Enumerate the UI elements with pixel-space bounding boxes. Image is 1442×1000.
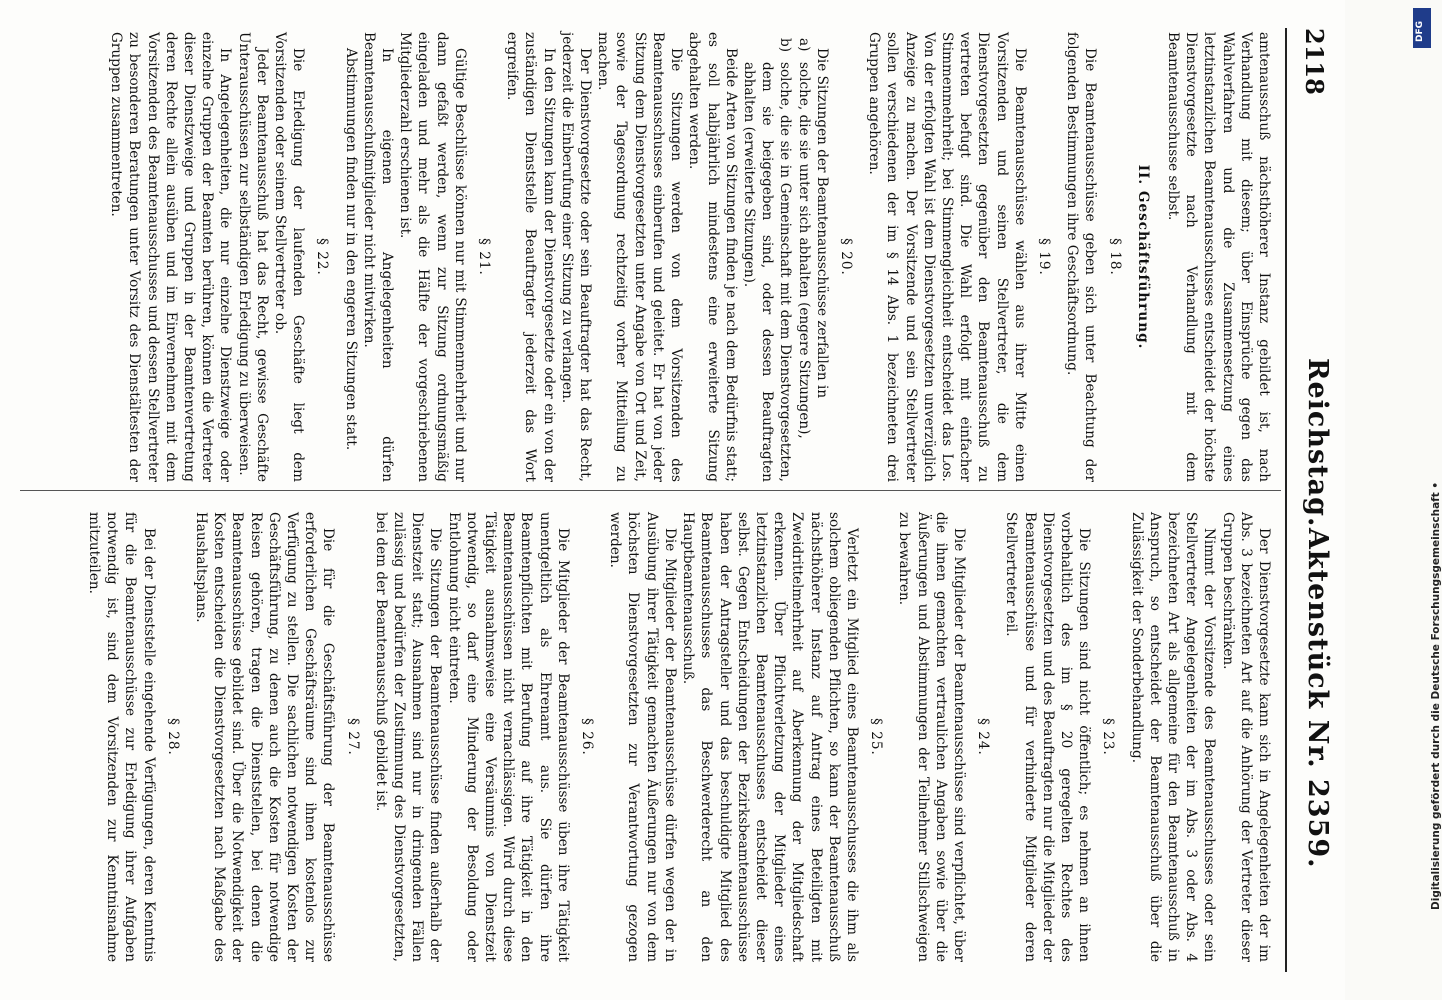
right-text-column	[18, 512, 1273, 962]
list-item	[794, 32, 812, 482]
document-number: Aktenstück Nr. 2359.	[1302, 528, 1333, 869]
paragraph: Verletzt ein Mitglied eines Beamtenausschusses die ihm als solchem obliegenden Pflichten, so kann der Beamtenausschuß nächsthöherer Instanz auf Antrag eines Beteiligten mit Zweidrittelmehrheit auf Aberkennung der Mitgliedschaft erkennen. Über Pflichtverletzung der Mitglieder eines letztinstanzlichen Beamtenausschusses entscheidet dieser selbst. Gegen Entscheidungen der Bezirksbeamtenausschüsse haben der Antragsteller und das beschuldigte Mitglied des Beamtenausschusses das Beschwerderecht an den Hauptbeamtenausschuß.	[680, 512, 860, 962]
paragraph: Die Sitzungen der Beamtenausschüsse finden außerhalb der Dienstzeit statt; Ausnahmen sind nur in dringenden Fällen zulässig und bedürfen der Zustimmung des Dienstvorgesetzten, bei dem der Beamtenausschuß gebildet ist.	[372, 512, 444, 962]
section-heading: § 20.	[837, 238, 854, 276]
paragraph: Die Erledigung der laufenden Geschäfte liegt dem Vorsitzenden oder seinem Stellvertreter ob.	[272, 32, 307, 482]
paragraph: Die Beamtenausschüsse wählen aus ihrer Mitte einen Vorsitzenden und seinen Stellvertreter, die dem Dienstvorgesetzten gegenüber den Beamtenausschuß zu vertreten befugt sind. Die Wahl erfolgt mit einfacher Stimmenmehrheit; bei Stimmengleichheit entscheidet das Los. Von der erfolgten Wahl ist dem Dienstvorgesetzten unverzüglich Anzeige zu machen. Der Vorsitzende und sein Stellvertreter sollen verschiedenen der im § 14 Abs. 1 bezeichneten drei Gruppen angehören.	[866, 32, 1028, 482]
paragraph: In Angelegenheiten, die nur einzelne Dienstzweige oder einzelne Gruppen der Beamten berühren, können die Vertreter dieser Dienstzweige und Gruppen in der Beamtenvertretung deren Rechte allein ausüben und im Einvernehmen mit dem Vorsitzenden des Beamtenausschusses und dessen Stellvertreter zu besonderen Beratungen unter Vorsitz des Dienstältesten der Gruppen zusammentreten.	[108, 32, 234, 482]
paragraph: Die Sitzungen werden von dem Vorsitzenden des Beamtenausschusses einberufen und geleitet. Er hat von jeder Sitzung dem Dienstvorgesetzten unter Angabe von Ort und Zeit, sowie der Tagesordnung rechtzeitig vorher Mitteilung zu machen.	[595, 32, 685, 482]
paragraph: Die Sitzungen sind nicht öffentlich; es nehmen an ihnen vorbehaltlich des im § 20 geregelten Rechtes des Dienstvorgesetzten und des Beauftragten nur die Mitglieder der Beamtenausschüsse und für verhinderte Mitglieder deren Stellvertreter teil.	[1003, 512, 1093, 962]
header-rule	[1285, 28, 1287, 972]
paragraph: In den Sitzungen kann der Dienstvorgesetzte oder ein von der zuständigen Dienststelle Beauftragter jederzeit das Wort ergreifen.	[504, 32, 557, 482]
dfg-logo: DFG	[1413, 8, 1431, 48]
paragraph: Der Dienstvorgesetzte oder sein Beauftragter hat das Recht, jederzeit die Einberufung einer Sitzung zu verlangen.	[558, 32, 594, 482]
paragraph: Die Sitzungen der Beamtenausschüsse zerfallen in	[813, 48, 830, 399]
section-heading: § 25.	[868, 718, 885, 756]
list-item	[740, 32, 795, 482]
list-item-text: solche, die sie in Gemeinschaft mit dem Dienstvorgesetzten, dem sie beigegeben sind, oder dessen Beauftragten abhalten (erweiterte Sitzungen).	[740, 62, 794, 482]
section-heading: § 21.	[476, 238, 493, 276]
paragraph: Gültige Beschlüsse können nur mit Stimmenmehrheit und nur dann gefaßt werden, wenn zur Sitzung ordnungsmäßig eingeladen und mehr als die Hälfte der vorgeschriebenen Mitgliederzahl erschienen ist.	[397, 32, 468, 482]
section-heading: § 19.	[1035, 238, 1052, 276]
paragraph: Bei der Dienststelle eingehende Verfügungen, deren Kenntnis für die Beamtenausschüsse zur Erledigung ihrer Aufgaben notwendig ist, sind dem Vorsitzenden zur Kenntnisnahme mitzuteilen.	[86, 512, 157, 962]
paragraph: Die Mitglieder der Beamtenausschüsse sind verpflichtet, über die ihnen gemachten vertraulichen Angaben sowie über die Äußerungen und Abstimmungen der Teilnehmer Stillschweigen zu bewahren.	[896, 512, 967, 962]
left-text-column	[18, 32, 1273, 482]
publication-title: Reichstag.	[1302, 358, 1333, 528]
section-heading: § 18.	[1106, 238, 1123, 276]
section-heading: § 24.	[975, 718, 992, 756]
digitization-note-text: Digitalisierung gefördert durch die Deutsche Forschungsgemeinschaft •	[1430, 481, 1442, 910]
section-heading: § 22.	[314, 238, 331, 276]
list-marker: a)	[795, 38, 812, 52]
section-heading: § 26.	[579, 718, 596, 756]
paragraph: amtenausschuß nächsthöherer Instanz gebildet ist, nach Verhandlung mit diesem; über Einsprüche gegen das Wahlverfahren und die Zusammensetzung eines letztinstanzlichen Beamtenausschusses entscheidet der höchste Dienstvorgesetzte nach Verhandlung mit dem Beamtenausschusse selbst.	[1164, 32, 1272, 482]
chapter-heading: II. Geschäftsführung.	[1134, 164, 1151, 350]
paragraph: In eigenen Angelegenheiten dürfen Beamtenausschußmitglieder nicht mitwirken.	[360, 32, 396, 482]
paragraph: Abstimmungen finden nur in den engeren Sitzungen statt.	[342, 48, 359, 451]
paragraph: Nimmt der Vorsitzende des Beamtenausschusses oder sein Stellvertreter Angelegenheiten der im Abs. 3 oder Abs. 4 bezeichneten Art als allgemeine für den Beamtenausschuß in Anspruch, so entscheidet der Beamtenausschuß über die Zulässigkeit der Sonderbehandlung.	[1128, 512, 1218, 962]
section-heading: § 28.	[164, 718, 181, 756]
paragraph: Die Mitglieder der Beamtenausschüsse dürfen wegen der in Ausübung ihrer Tätigkeit gemachten Äußerungen nur von dem höchsten Dienstvorgesetzten zur Verantwortung gezogen werden.	[607, 512, 678, 962]
section-heading: § 23.	[1100, 718, 1117, 756]
digitization-note	[1412, 110, 1442, 910]
page-number: 2118	[1300, 28, 1329, 95]
paragraph: Die für die Geschäftsführung der Beamtenausschüsse erforderlichen Geschäftsräume sind ihnen kostenlos zur Verfügung zu stellen. Die sachlichen notwendigen Kosten der Geschäftsführung, zu denen auch die Kosten für notwendige Reisen gehören, tragen die Dienststellen, bei denen die Beamtenausschüsse gebildet sind. Über die Notwendigkeit der Kosten entscheiden die Dienstvorgesetzten nach Maßgabe des Haushaltsplans.	[193, 512, 337, 962]
paragraph: Jeder Beamtenausschuß hat das Recht, gewisse Geschäfte Unterausschüssen zur selbständigen Erledigung zu überweisen.	[235, 32, 270, 482]
paragraph: Die Beamtenausschüsse geben sich unter Beachtung der folgenden Bestimmungen ihre Geschäftsordnung.	[1064, 32, 1099, 482]
paragraph: Der Dienstvorgesetzte kann sich in Angelegenheiten der im Abs. 3 bezeichneten Art auf die Anhörung der Vertreter dieser Gruppen beschränken.	[1219, 512, 1272, 962]
section-heading: § 27.	[344, 718, 361, 756]
page-header	[1291, 28, 1337, 972]
paragraph: Beide Arten von Sitzungen finden je nach dem Bedürfnis statt; es soll halbjährlich mindestens eine erweiterte Sitzung abgehalten werden.	[686, 32, 739, 482]
list-item-text: solche, die sie unter sich abhalten (engere Sitzungen),	[795, 62, 812, 439]
list-marker: b)	[777, 38, 794, 53]
paragraph: Die Mitglieder der Beamtenausschüsse üben ihre Tätigkeit unentgeltlich als Ehrenamt aus. Sie dürfen ihre Beamtenpflichten mit Berufung auf ihre Tätigkeit in den Beamtenausschüssen nicht vernachlässigen. Wird durch diese Tätigkeit ausnahmsweise eine Versäumnis von Dienstzeit notwendig, so darf eine Minderung der Besoldung oder Entlohnung nicht eintreten.	[445, 512, 571, 962]
column-divider	[20, 490, 1281, 491]
